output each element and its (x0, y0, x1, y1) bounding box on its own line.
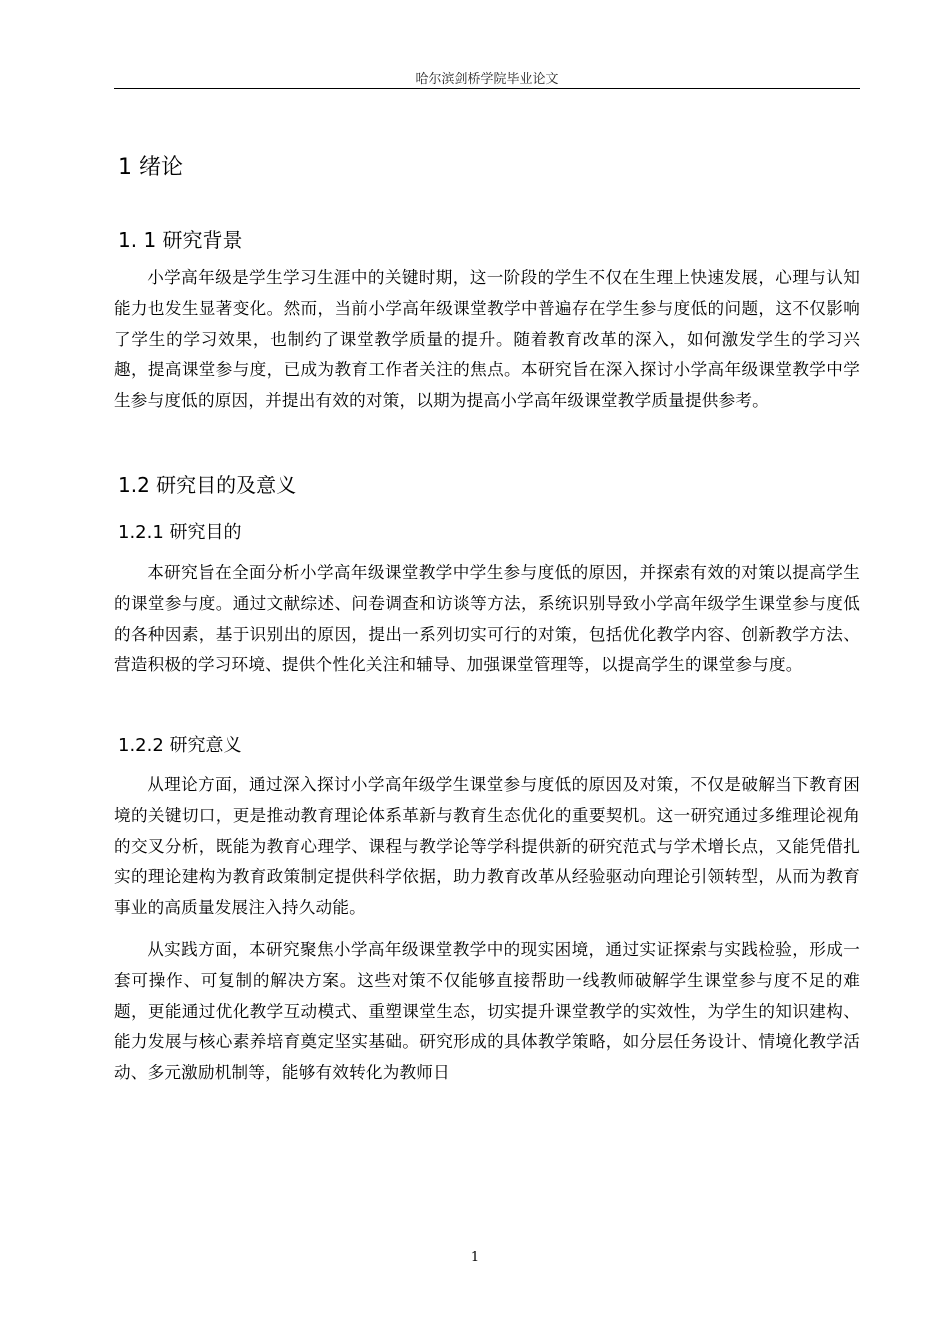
subsection-title-purpose: 1.2.1 研究目的 (118, 522, 242, 543)
header-divider (114, 88, 860, 89)
section-title-background: 1. 1 研究背景 (118, 228, 243, 252)
paragraph-significance-practice: 从实践方面，本研究聚焦小学高年级课堂教学中的现实困境，通过实证探索与实践检验，形成一套可操作、可复制的解决方案。这些对策不仅能够直接帮助一线教师破解学生课堂参与度不足的难题，更能通过优化教学互动模式、重塑课堂生态，切实提升课堂教学的实效性，为学生的知识建构、能力发展与核心素养培育奠定坚实基础。研究形成的具体教学策略，如分层任务设计、情境化教学活动、多元激励机制等，能够有效转化为教师日 (114, 940, 860, 1083)
paragraph-background: 小学高年级是学生学习生涯中的关键时期，这一阶段的学生不仅在生理上快速发展，心理与认知能力也发生显著变化。然而，当前小学高年级课堂教学中普遍存在学生参与度低的问题，这不仅影响了学生的学习效果，也制约了课堂教学质量的提升。随着教育改革的深入，如何激发学生的学习兴趣，提高课堂参与度，已成为教育工作者关注的焦点。本研究旨在深入探讨小学高年级课堂教学中学生参与度低的原因，并提出有效的对策，以期为提高小学高年级课堂教学质量提供参考。 (114, 268, 860, 411)
section-title-purpose-significance: 1.2 研究目的及意义 (118, 473, 297, 497)
running-header: 哈尔滨剑桥学院毕业论文 (415, 72, 559, 87)
paragraph-purpose: 本研究旨在全面分析小学高年级课堂教学中学生参与度低的原因，并探索有效的对策以提高学生的课堂参与度。通过文献综述、问卷调查和访谈等方法，系统识别导致小学高年级学生课堂参与度低的各种因素，基于识别出的原因，提出一系列切实可行的对策，包括优化教学内容、创新教学方法、营造积极的学习环境、提供个性化关注和辅导、加强课堂管理等，以提高学生的课堂参与度。 (114, 563, 860, 675)
chapter-title: 1 绪论 (118, 155, 183, 180)
subsection-title-significance: 1.2.2 研究意义 (118, 735, 242, 756)
paragraph-significance-theory: 从理论方面，通过深入探讨小学高年级学生课堂参与度低的原因及对策，不仅是破解当下教育困境的关键切口，更是推动教育理论体系革新与教育生态优化的重要契机。这一研究通过多维理论视角的交叉分析，既能为教育心理学、课程与教学论等学科提供新的研究范式与学术增长点，又能凭借扎实的理论建构为教育政策制定提供科学依据，助力教育改革从经验驱动向理论引领转型，从而为教育事业的高质量发展注入持久动能。 (114, 775, 860, 918)
page-number: 1 (470, 1250, 480, 1265)
